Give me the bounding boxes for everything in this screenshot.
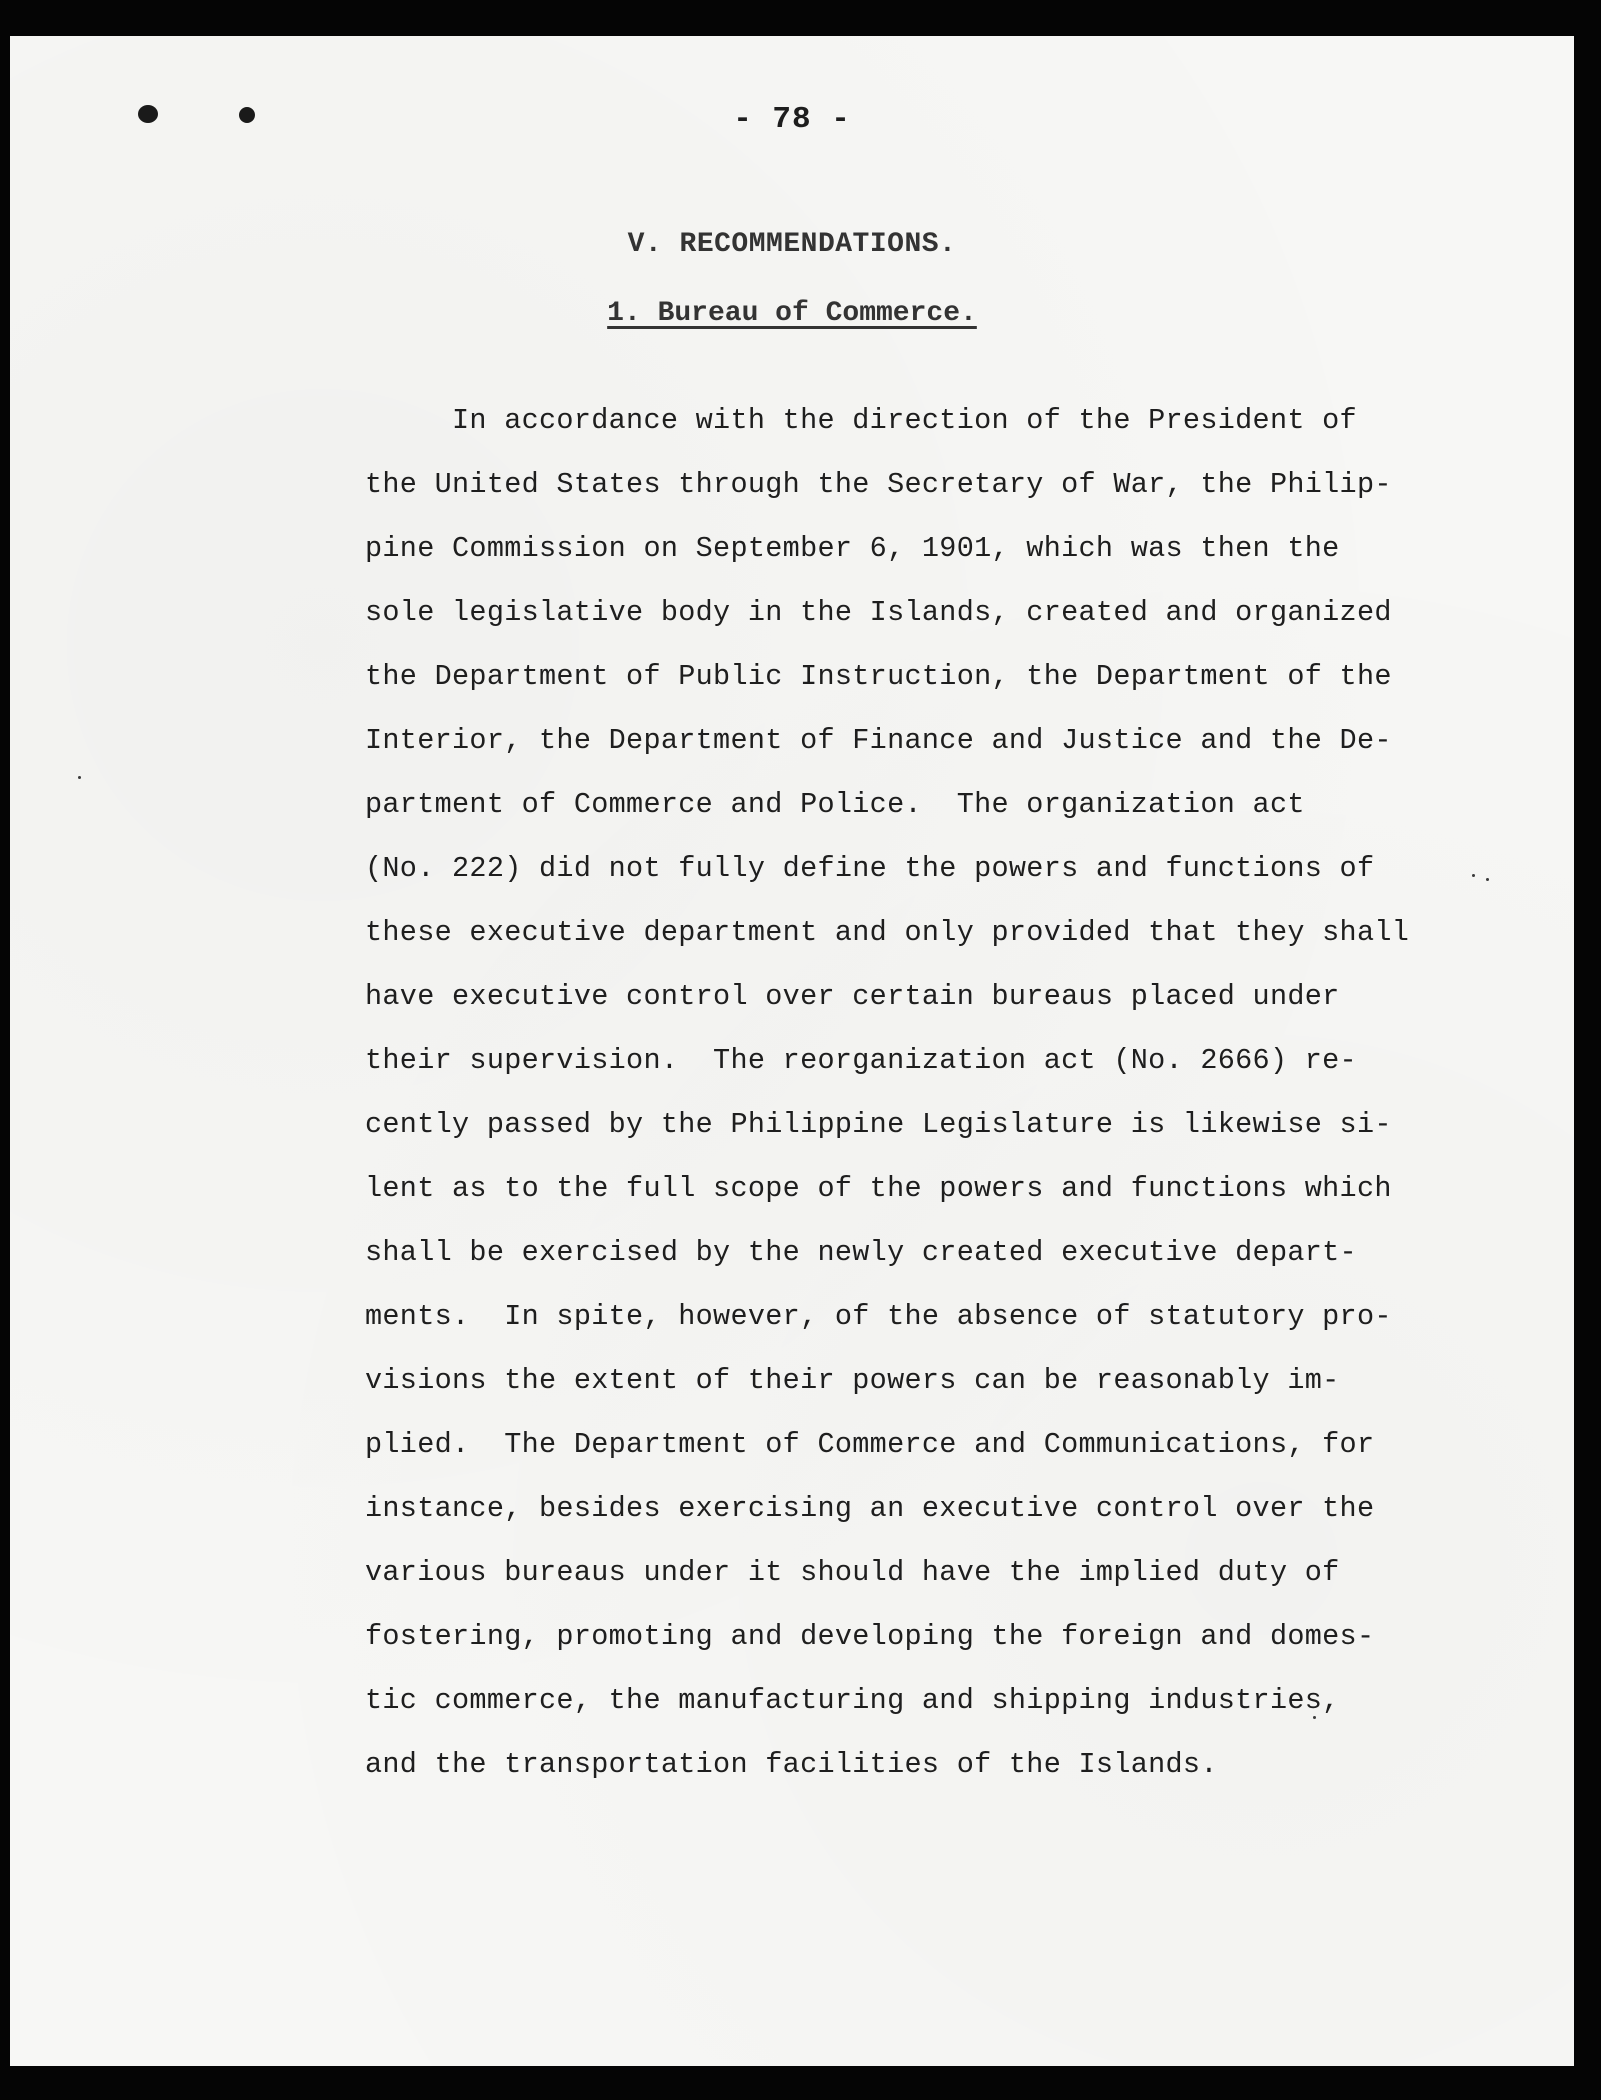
body-text-line: Interior, the Department of Finance and Justice and the De-: [365, 724, 1392, 757]
body-text-line: cently passed by the Philippine Legislature is likewise si-: [365, 1108, 1392, 1141]
page-number: - 78 -: [733, 102, 851, 137]
subsection-heading: 1. Bureau of Commerce.: [607, 298, 977, 329]
body-text-line: have executive control over certain bureaus placed under: [365, 980, 1340, 1013]
body-text-line: visions the extent of their powers can be reasonably im-: [365, 1364, 1340, 1397]
section-heading: V. RECOMMENDATIONS.: [627, 229, 957, 260]
body-text-line: sole legislative body in the Islands, created and organized: [365, 596, 1392, 629]
scan-speck: [78, 776, 81, 779]
body-text-line: various bureaus under it should have the implied duty of: [365, 1556, 1340, 1589]
body-text-line: these executive department and only provided that they shall: [365, 916, 1410, 949]
body-text-line: pine Commission on September 6, 1901, which was then the: [365, 532, 1340, 565]
body-text-line: In accordance with the direction of the President of: [365, 404, 1357, 437]
body-text-line: and the transportation facilities of the Islands.: [365, 1748, 1218, 1781]
body-text-line: (No. 222) did not fully define the powers and functions of: [365, 852, 1375, 885]
body-text-line: the Department of Public Instruction, the Department of the: [365, 660, 1392, 693]
body-text-line: their supervision. The reorganization act (No. 2666) re-: [365, 1044, 1357, 1077]
body-text-line: fostering, promoting and developing the foreign and domes-: [365, 1620, 1375, 1653]
body-text-line: plied. The Department of Commerce and Communications, for: [365, 1428, 1375, 1461]
body-text-line: partment of Commerce and Police. The organization act: [365, 788, 1305, 821]
document-page: [10, 36, 1574, 2066]
body-text-line: instance, besides exercising an executive control over the: [365, 1492, 1375, 1525]
body-text-line: shall be exercised by the newly created executive depart-: [365, 1236, 1357, 1269]
body-text-line: ments. In spite, however, of the absence of statutory pro-: [365, 1300, 1392, 1333]
scan-speck: [1472, 874, 1475, 877]
body-text-line: tic commerce, the manufacturing and shipping industries,: [365, 1684, 1340, 1717]
scan-speck: [1486, 878, 1489, 881]
body-text-line: lent as to the full scope of the powers and functions which: [365, 1172, 1392, 1205]
body-text-line: the United States through the Secretary of War, the Philip-: [365, 468, 1392, 501]
